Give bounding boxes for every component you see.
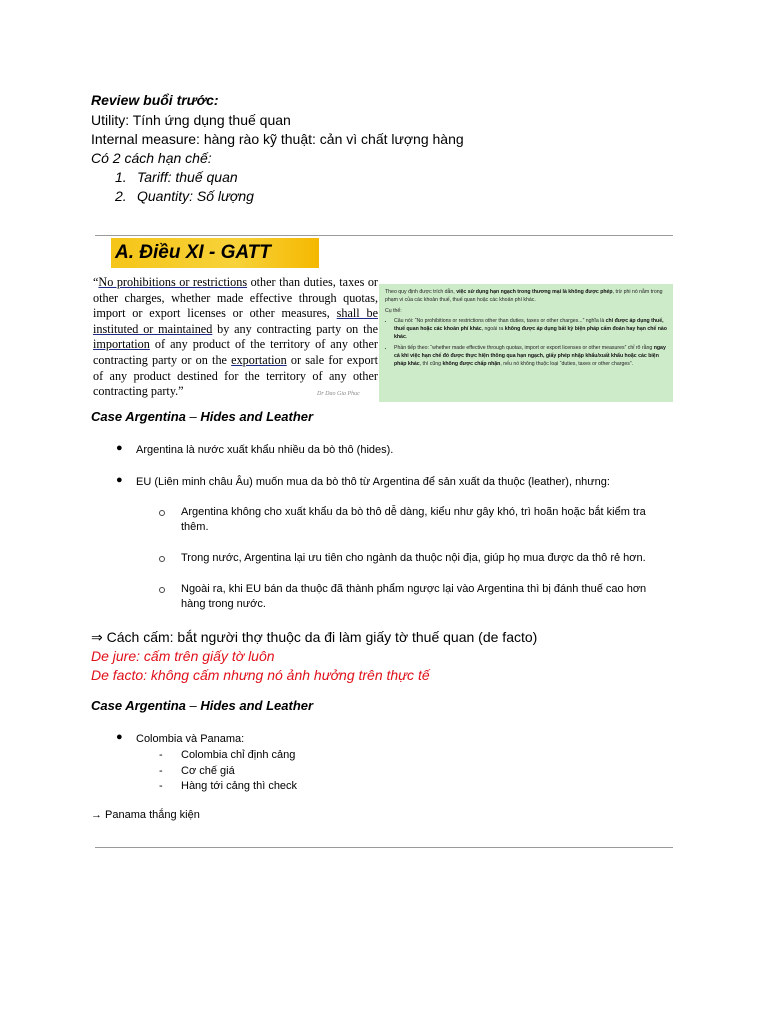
case-title-dash: – — [185, 409, 201, 424]
dash-marker: - — [159, 749, 163, 761]
dash-item: Hàng tới cảng thì check — [181, 780, 298, 792]
bullet-icon: ● — [116, 442, 123, 454]
de-jure-line: De jure: cấm trên giấy tờ luôn — [91, 648, 275, 664]
case-title-country: Case Argentina — [91, 698, 186, 713]
quote-text: by any contracting party on the — [212, 321, 378, 336]
note-text: , thì cũng — [419, 361, 443, 367]
note-bold: chỉ được áp dụng thuế, thuế quan hoặc các khoản phí khác — [394, 318, 664, 332]
dash-item: Colombia chỉ định cảng — [181, 749, 296, 761]
quote-underlined-phrase: shall be instituted or maintained — [93, 306, 378, 336]
circle-bullet-icon — [159, 556, 165, 562]
dash-marker: - — [159, 780, 163, 792]
list-item-number: 1. — [115, 169, 127, 185]
bullet-icon: ● — [116, 474, 123, 486]
note-text: Phần tiếp theo: “whether made effective through quotas, import or export licenses or other measures” chỉ rõ rằng — [394, 345, 654, 351]
note-text: Theo quy định được trích dẫn, — [385, 289, 457, 295]
ways-line: Có 2 cách hạn chế: — [91, 150, 212, 166]
note-list-item — [394, 344, 667, 368]
case-title — [91, 698, 313, 713]
case-sub-bullet: Ngoài ra, khi EU bán da thuộc đã thành phẩm ngược lại vào Argentina thì bị đánh thuế cao hơn hàng trong nước. — [181, 583, 647, 610]
note-text: , trừ phi nó nằm trong phạm vi của các khoản thuế, thuế quan hoặc các khoản phí khác. — [385, 289, 663, 303]
slide-signature: Dr Dao Gia Phuc — [317, 391, 360, 397]
quote-text: other than duties, taxes or other charges, whether made effective through quotas, import or export licenses or other measures, — [93, 275, 378, 321]
slide-image — [91, 236, 676, 404]
case-sub-bullet: Trong nước, Argentina lại ưu tiên cho ngành da thuộc nội địa, giúp họ mua được da thô rẻ hơn. — [181, 552, 646, 564]
review-title: Review buổi trước: — [91, 92, 219, 108]
note-bold: việc sử dụng hạn ngạch trong thương mại là không được phép — [456, 289, 613, 295]
utility-line: Utility: Tính ứng dụng thuế quan — [91, 112, 291, 128]
explanation-note — [379, 284, 673, 402]
case-bullet: Colombia và Panama: — [136, 733, 245, 745]
case-title-dash: – — [185, 698, 201, 713]
note-intro — [385, 288, 667, 304]
bullet-icon: ● — [116, 731, 123, 743]
note-text: . — [405, 334, 408, 340]
gatt-quote — [93, 275, 378, 400]
note-bold: không được chấp nhận — [442, 361, 501, 367]
note-text: , ngoài ra — [481, 326, 505, 332]
list-item-quantity: Quantity: Số lượng — [137, 188, 254, 204]
list-item-tariff: Tariff: thuế quan — [137, 169, 238, 185]
internal-measure-line: Internal measure: hàng rào kỹ thuật: cản vì chất lượng hàng — [91, 131, 464, 147]
case-title-subject: Hides and Leather — [200, 409, 314, 424]
conclusion-arrow-line: ⇒ Cách cấm: bắt người thợ thuộc da đi làm giấy tờ thuế quan (de facto) — [91, 629, 538, 645]
dash-marker: - — [159, 765, 163, 777]
quote-underlined-phrase: No prohibitions or restrictions — [98, 275, 248, 289]
case-bullet: EU (Liên minh châu Âu) muốn mua da bò thô từ Argentina để sản xuất da thuộc (leather), nhưng: — [136, 476, 610, 488]
list-item-number: 2. — [115, 188, 127, 204]
case-title — [91, 409, 313, 424]
case-title-subject: Hides and Leather — [200, 698, 314, 713]
circle-bullet-icon — [159, 587, 165, 593]
note-text: , nếu nó không thuộc loại “duties, taxes or other charges”. — [500, 361, 634, 367]
case-result: → Panama thắng kiện — [91, 809, 200, 821]
quote-text: of any product of the territory of any other contracting party or on the — [93, 337, 378, 367]
note-bold: không được áp dụng bất kỳ biện pháp cấm đoán hay hạn chế nào khác — [394, 326, 667, 340]
quote-underlined-phrase: exportation — [231, 352, 287, 367]
note-list-item — [394, 317, 667, 341]
note-bold: ngay cả khi việc hạn chế đó được thực hiện thông qua hạn ngạch, giấy phép nhập khẩu/xuất khẩu hoặc các biện pháp khác — [394, 345, 666, 367]
horizontal-rule — [95, 847, 673, 848]
quote-underlined-phrase: importation — [93, 337, 150, 352]
case-title-country: Case Argentina — [91, 409, 186, 424]
quote-mark: “ — [93, 275, 99, 289]
slide-title: A. Điều XI - GATT — [115, 242, 271, 263]
quote-text: or sale for export of any product destined for the territory of any other contracting party.” — [93, 352, 378, 399]
circle-bullet-icon — [159, 510, 165, 516]
dash-item: Cơ chế giá — [181, 765, 235, 777]
note-list — [385, 317, 667, 368]
case-bullet: Argentina là nước xuất khẩu nhiều da bò thô (hides). — [136, 444, 394, 456]
de-facto-line: De facto: không cấm nhưng nó ảnh hưởng trên thực tế — [91, 667, 430, 683]
case-sub-bullet: Argentina không cho xuất khẩu da bò thô dễ dàng, kiểu như gây khó, trì hoãn hoặc bắt kiểm tra thêm. — [181, 506, 646, 533]
note-heading: Cụ thể: — [385, 308, 402, 314]
note-text: Câu nói: “No prohibitions or restrictions other than duties, taxes or other charges...” nghĩa là — [394, 318, 606, 324]
